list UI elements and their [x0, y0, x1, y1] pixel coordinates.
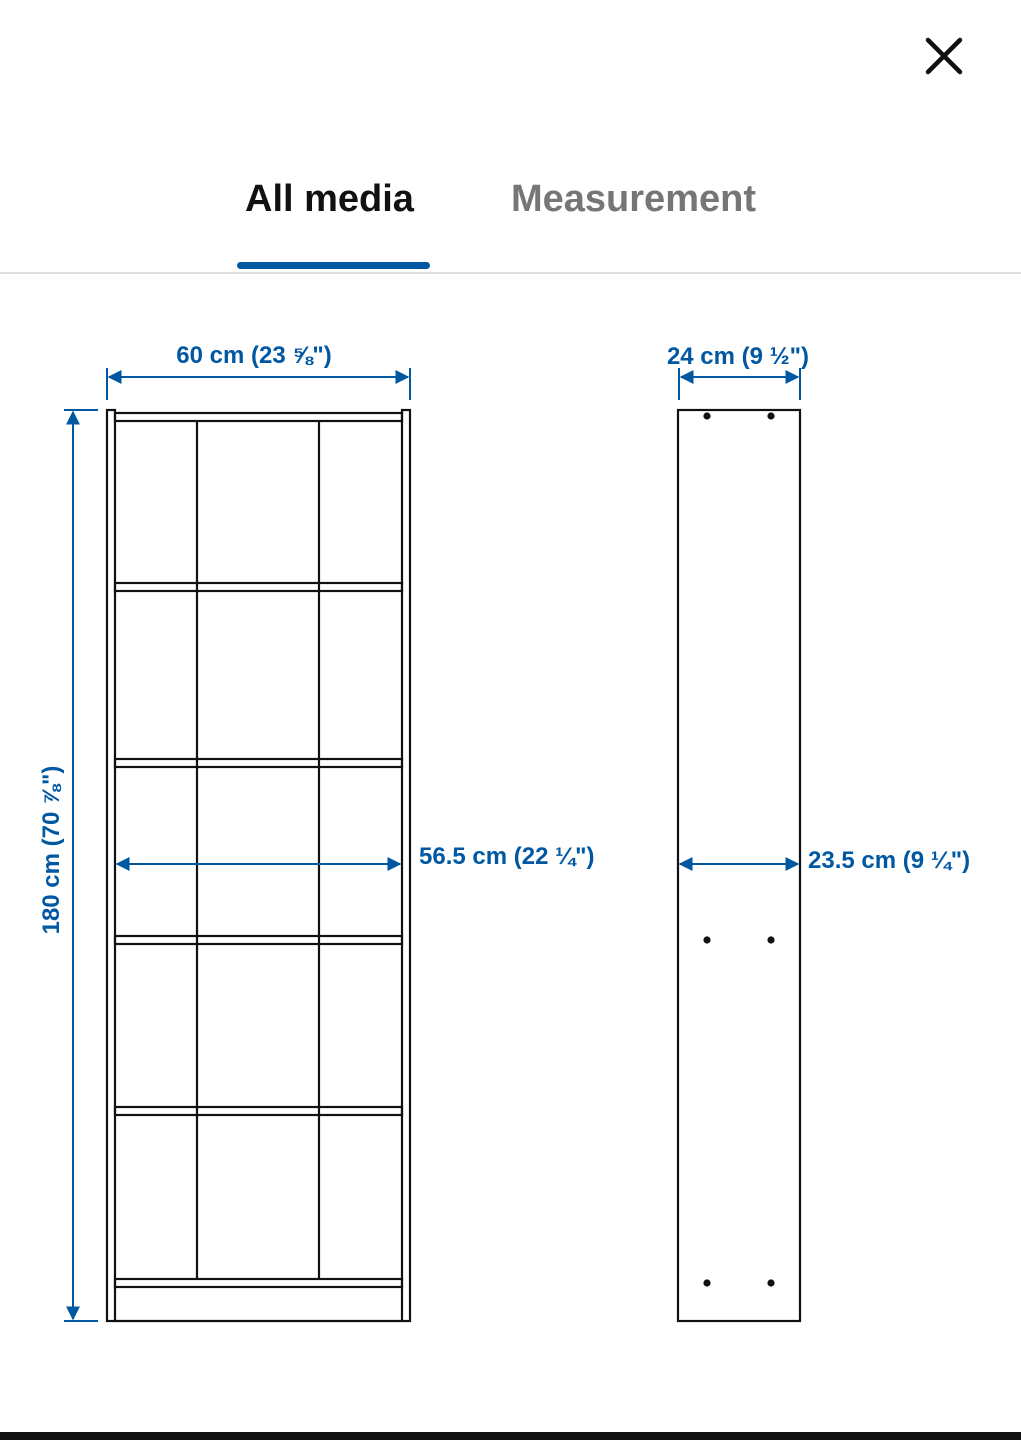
bookcase-outline [107, 410, 410, 1321]
inner-width-dimension [117, 843, 594, 870]
side-view [667, 343, 970, 1321]
depth-dimension [667, 343, 809, 400]
inner-width-label: 56.5 cm (22 ¼") [419, 843, 595, 870]
front-view [38, 342, 594, 1321]
tab-measurement[interactable]: Measurement [511, 178, 756, 220]
depth-label: 24 cm (9 ½") [666, 343, 810, 370]
width-dimension [107, 342, 410, 400]
side-panel-outline [678, 410, 800, 1321]
height-label: 180 cm (70 ⅞") [38, 765, 65, 935]
inner-depth-label: 23.5 cm (9 ¼") [808, 847, 971, 874]
inner-depth-dimension [680, 847, 970, 874]
bottom-edge-bar [0, 1432, 1021, 1440]
height-dimension [38, 410, 98, 1321]
width-label: 60 cm (23 ⅝") [176, 342, 332, 369]
shelf-pin-holes [703, 412, 774, 1286]
tab-all-media[interactable]: All media [245, 178, 414, 220]
